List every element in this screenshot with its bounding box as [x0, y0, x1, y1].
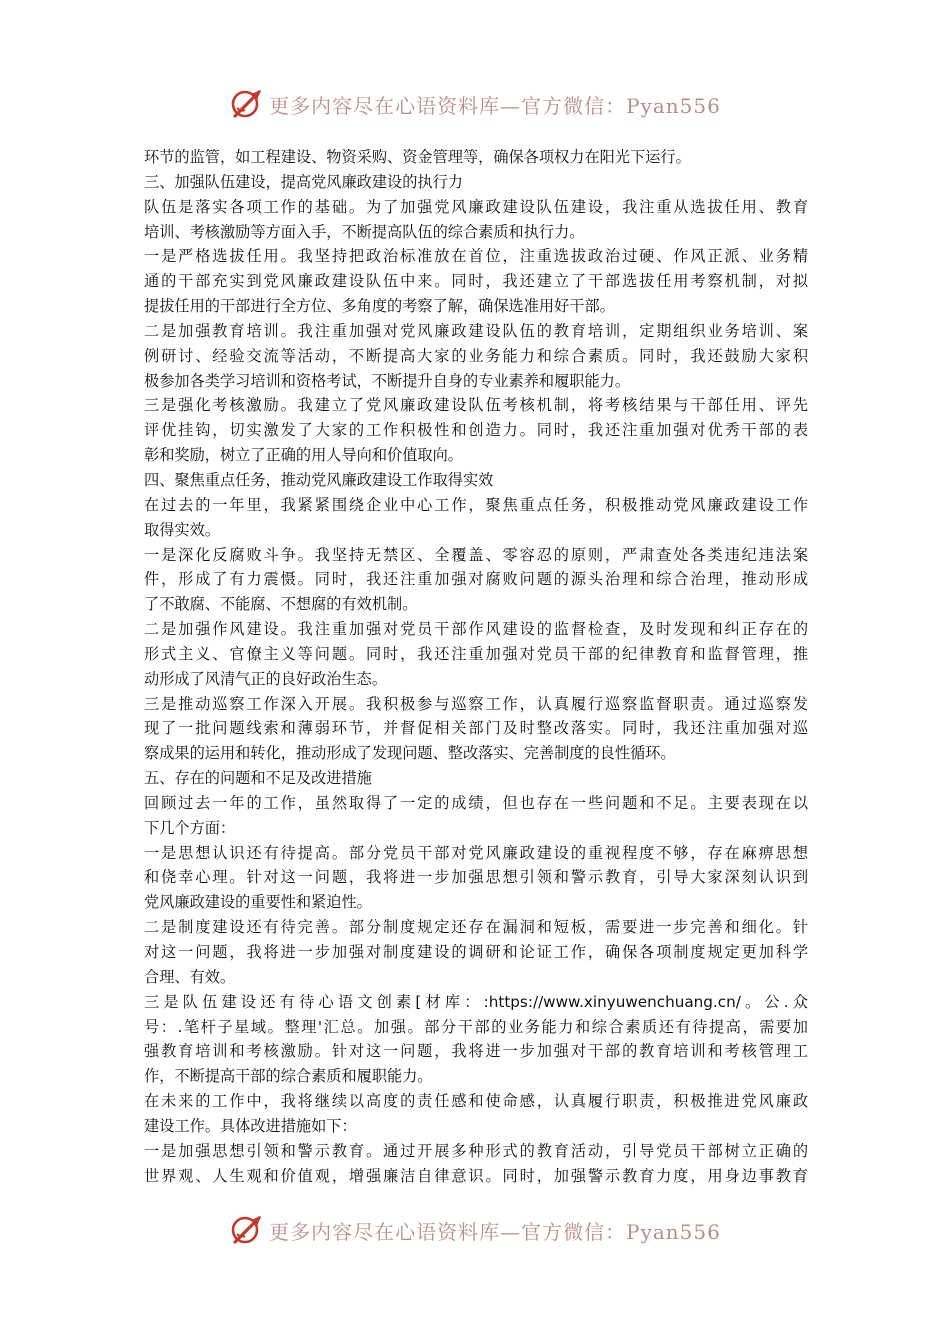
text-line: 现了一批问题线索和薄弱环节，并督促相关部门及时整改落实。同时，我还注重加强对巡 [144, 719, 808, 738]
text-line: 下几个方面： [144, 818, 236, 837]
document-body [144, 145, 808, 1188]
text-line: 培训、考核激励等方面入手，不断提高队伍的综合素质和执行力。 [144, 222, 585, 241]
text-line: 动形成了风清气正的良好政治生态。 [144, 669, 387, 688]
text-line: 三是推动巡察工作深入开展。我积极参与巡察工作，认真履行巡察监督职责。通过巡察发 [144, 694, 808, 713]
brush-logo-icon [229, 1212, 265, 1248]
text-line: 察成果的运用和转化，推动形成了发现问题、整改落实、完善制度的良性循环。 [144, 744, 676, 763]
text-line: 三、加强队伍建设，提高党风廉政建设的执行力 [144, 172, 463, 191]
text-line: 了不敢腐、不能腐、不想腐的有效机制。 [144, 595, 418, 614]
text-line: 三是队伍建设还有待心语文创素[材库：:https://www.xinyuwenchuang.cn/。公.众 [144, 992, 808, 1011]
text-line: 二是加强作风建设。我注重加强对党员干部作风建设的监督检查，及时发现和纠正存在的 [144, 620, 808, 639]
text-line: 一是深化反腐败斗争。我坚持无禁区、全覆盖、零容忍的原则，严肃查处各类违纪违法案 [144, 545, 808, 564]
text-line: 取得实效。 [144, 520, 220, 539]
text-line: 提拔任用的干部进行全方位、多角度的考察了解，确保选准用好干部。 [144, 297, 615, 316]
text-line: 回顾过去一年的工作，虽然取得了一定的成绩，但也存在一些问题和不足。主要表现在以 [144, 793, 808, 812]
text-line: 三是强化考核激励。我建立了党风廉政建设队伍考核机制，将考核结果与干部任用、评先 [144, 396, 808, 415]
text-line: 世界观、人生观和价值观，增强廉洁自律意识。同时，加强警示教育力度，用身边事教育 [144, 1166, 808, 1185]
text-line: 彰和奖励，树立了正确的用人导向和价值取向。 [144, 446, 463, 465]
text-line: 强教育培训和考核激励。针对这一问题，我将进一步加强对干部的教育培训和考核管理工 [144, 1042, 808, 1061]
text-line: 和侥幸心理。针对这一问题，我将进一步加强思想引领和警示教育，引导大家深刻认识到 [144, 868, 808, 887]
footer-watermark-banner [0, 1208, 950, 1252]
text-line: 作，不断提高干部的综合素质和履职能力。 [144, 1067, 433, 1086]
text-line: 一是加强思想引领和警示教育。通过开展多种形式的教育活动，引导党员干部树立正确的 [144, 1141, 808, 1160]
text-line: 号：.笔杆子星域。整理'汇总。加强。部分干部的业务能力和综合素质还有待提高，需要加 [144, 1017, 808, 1036]
text-line: 五、存在的问题和不足及改进措施 [144, 769, 372, 788]
text-line: 通的干部充实到党风廉政建设队伍中来。同时，我还建立了干部选拔任用考察机制，对拟 [144, 272, 808, 291]
text-line: 二是制度建设还有待完善。部分制度规定还存在漏洞和短板，需要进一步完善和细化。针 [144, 918, 808, 937]
header-watermark-banner [0, 82, 950, 126]
text-line: 件，形成了有力震慑。同时，我还注重加强对腐败问题的源头治理和综合治理，推动形成 [144, 570, 808, 589]
text-line: 二是加强教育培训。我注重加强对党风廉政建设队伍的教育培训，定期组织业务培训、案 [144, 321, 808, 340]
text-line: 党风廉政建设的重要性和紧迫性。 [144, 893, 372, 912]
text-line: 评优挂钩，切实激发了大家的工作积极性和创造力。同时，我还注重加强对优秀干部的表 [144, 421, 808, 440]
text-line: 队伍是落实各项工作的基础。为了加强党风廉政建设队伍建设，我注重从选拔任用、教育 [144, 197, 808, 216]
text-line: 合理、有效。 [144, 967, 236, 986]
text-line: 对这一问题，我将进一步加强对制度建设的调研和论证工作，确保各项制度规定更加科学 [144, 943, 808, 961]
text-line: 极参加各类学习培训和资格考试，不断提升自身的专业素养和履职能力。 [144, 371, 630, 390]
brush-logo-icon [229, 86, 265, 122]
text-line: 建设工作。具体改进措施如下： [144, 1116, 357, 1135]
text-line: 环节的监管，如工程建设、物资采购、资金管理等，确保各项权力在阳光下运行。 [144, 148, 691, 166]
text-line: 例研讨、经验交流等活动，不断提高大家的业务能力和综合素质。同时，我还鼓励大家积 [144, 346, 808, 365]
text-line: 在未来的工作中，我将继续以高度的责任感和使命感，认真履行职责，积极推进党风廉政 [144, 1092, 808, 1111]
footer-watermark-text: 更多内容尽在心语资料库—官方微信：Pyan556 [269, 1219, 721, 1244]
text-line: 一是思想认识还有待提高。部分党员干部对党风廉政建设的重视程度不够，存在麻痹思想 [144, 843, 808, 862]
header-watermark-text: 更多内容尽在心语资料库—官方微信：Pyan556 [269, 93, 721, 118]
text-line: 四、聚焦重点任务，推动党风廉政建设工作取得实效 [144, 470, 494, 489]
text-line: 在过去的一年里，我紧紧围绕企业中心工作，聚焦重点任务，积极推动党风廉政建设工作 [144, 495, 808, 514]
text-line: 形式主义、官僚主义等问题。同时，我还注重加强对党员干部的纪律教育和监督管理，推 [144, 644, 808, 663]
text-line: 一是严格选拔任用。我坚持把政治标准放在首位，注重选拔政治过硬、作风正派、业务精 [144, 247, 808, 266]
